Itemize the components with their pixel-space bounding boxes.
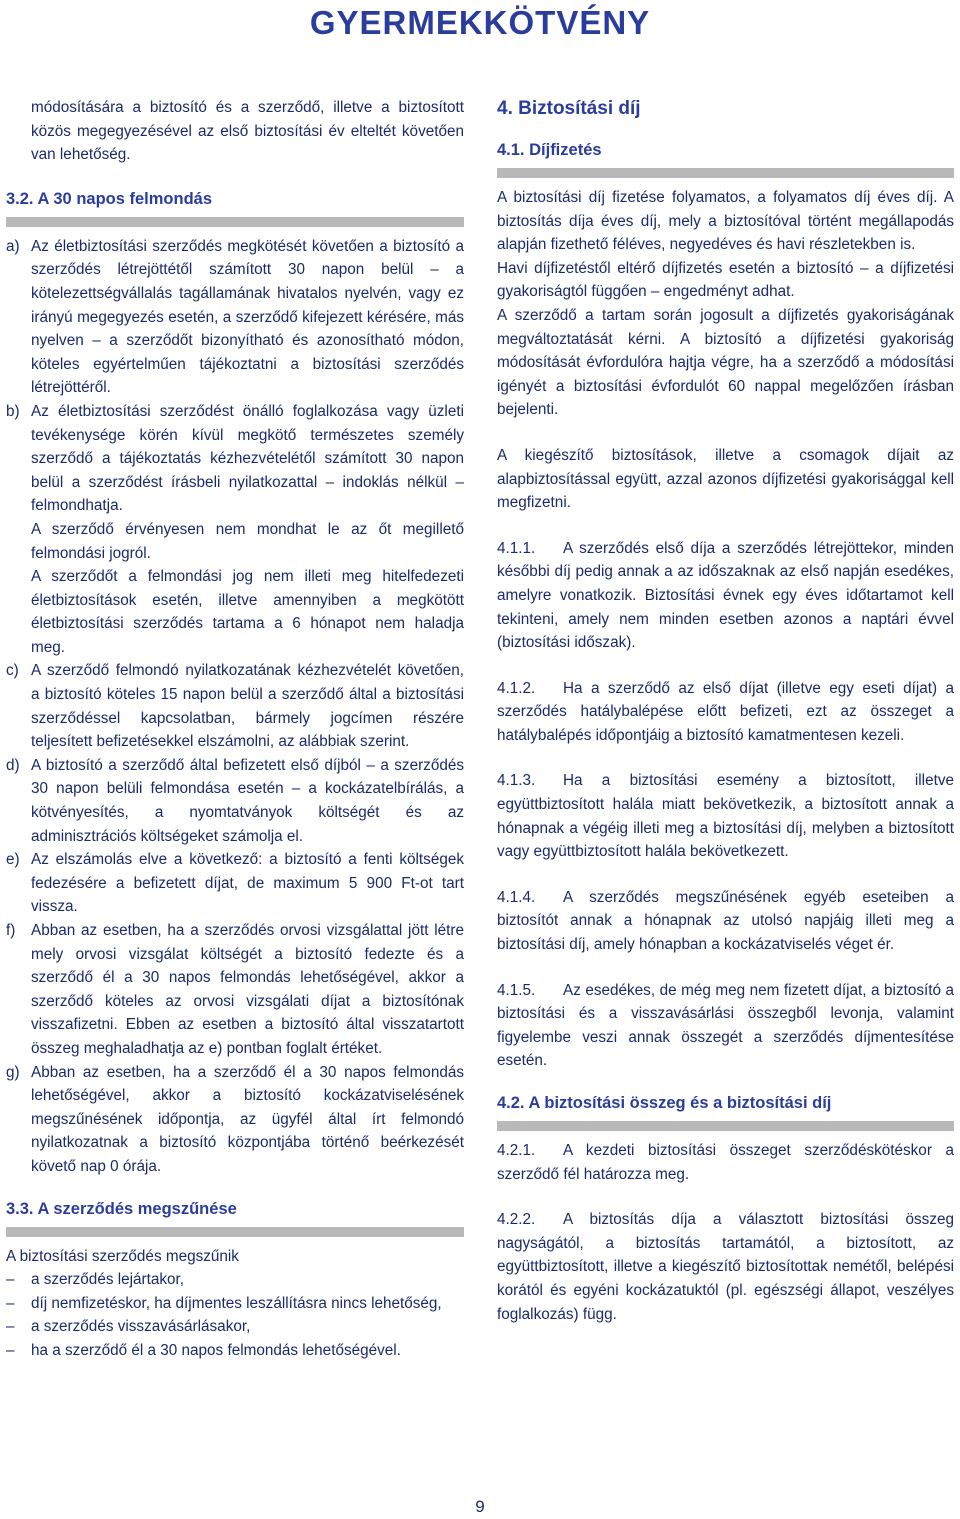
list-item-text — [31, 1339, 464, 1363]
paragraph-number: 4.1.4. — [497, 888, 536, 906]
list-item-paragraph: ha a szerződő él a 30 napos felmondás lehetőségével. — [31, 1341, 401, 1359]
numbered-paragraph — [497, 886, 954, 957]
item-text — [31, 848, 464, 919]
item-text — [31, 659, 464, 753]
item-paragraph: Az elszámolás elve a következő: a biztosító a fenti költségek fedezésére a befizetett díjat, de maximum 5 900 Ft-ot tart vissza. — [31, 851, 464, 916]
item-paragraph: A szerződő felmondó nyilatkozatának kézhezvételét követően, a biztosító köteles 15 napon belül a szerződő által a biztosítási szerződéssel kapcsolatban, bármely jogcímen részére teljesített befizetésekkel elszámolni, az alábbiak szerint. — [31, 662, 464, 751]
item-letter: g) — [6, 1063, 20, 1081]
item-paragraph: Az életbiztosítási szerződést önálló foglalkozása vagy üzleti tevékenysége körén kívül megkötő természetes személy szerződő a tájékoztatás kézhezvételétől számított 30 napon belül a szerződést írásbeli nyilatkozattal – indoklás nélkül – felmondhatja. — [31, 402, 464, 515]
item-text — [31, 1061, 464, 1179]
paragraph-text: A szerződés első díja a szerződés létrejöttekor, minden későbbi díj pedig annak a az időszaknak az első napján esedékes, amelyre vonatkozik. Biztosítási évnek egy éves időtartamot kell tekinteni, amely nem minden esetben azonos a naptári évvel (biztosítási időszak). — [497, 539, 954, 652]
dash-bullet: – — [6, 1318, 15, 1336]
section-4-2-title: 4.2. A biztosítási összeg és a biztosítási díj — [497, 1094, 832, 1112]
paragraph-number: 4.2.2. — [497, 1211, 536, 1229]
section-4-1-title: 4.1. Díjfizetés — [497, 141, 602, 159]
paragraph-text: Ha a biztosítási esemény a biztosított, illetve együttbiztosított halála miatt bekövetkezik, a biztosított annak a hónapnak a végéig illeti meg a biztosítási díj, melyben a biztosított vagy együttbiztosított halála bekövetkezett. — [497, 772, 954, 861]
section-divider — [6, 217, 464, 227]
paragraph-number: 4.1.5. — [497, 981, 536, 999]
item-letter: d) — [6, 756, 20, 774]
section-4-2-numbered — [497, 1139, 954, 1326]
item-text — [31, 919, 464, 1061]
paragraph-text: A szerződés megszűnésének egyéb eseteiben a biztosítót annak a hónapnak az utolsó napjáig illeti meg a biztosítási díj, amely hónapban a kockázatviselés véget ér. — [497, 888, 954, 954]
lettered-item — [6, 1061, 464, 1179]
item-letter: b) — [6, 402, 20, 420]
page-number: 9 — [475, 1497, 485, 1516]
section-divider — [497, 1121, 954, 1131]
section-divider — [497, 168, 954, 178]
lettered-item — [6, 919, 464, 1061]
section-4-1-paragraphs — [497, 186, 954, 422]
item-letter: a) — [6, 237, 20, 255]
list-item — [6, 1268, 464, 1292]
paragraph-number: 4.1.2. — [497, 679, 536, 697]
item-text — [31, 400, 464, 660]
numbered-paragraph — [497, 677, 954, 748]
dash-bullet: – — [6, 1271, 15, 1289]
list-item — [6, 1339, 464, 1363]
list-item — [6, 1292, 464, 1316]
item-letter: c) — [6, 662, 19, 680]
list-item-text — [31, 1315, 464, 1339]
paragraph-text: Ha a szerződő az első díjat (illetve egy eseti díjat) a szerződés hatálybalépése előtt befizeti, ezt az összeget a hatálybalépés időpontjáig a biztosító kamatmentesen kezeli. — [497, 679, 954, 744]
item-paragraph: Az életbiztosítási szerződés megkötését követően a biztosító a szerződés létrejöttétől számított 30 napon belül – a kötelezettségvállalás tagállamának hivatalos nyelvén, vagy ez irányú megegyezés esetén, a szerződő kifejezett kérésére, más nyelven – a szerződőt bizonyítható és azonosítható módon, köteles egyértelműen tájékoztatni a biztosítási szerződés létrejöttéről. — [31, 237, 464, 397]
numbered-paragraph — [497, 1208, 954, 1326]
numbered-paragraph — [497, 1139, 954, 1186]
list-item — [6, 1315, 464, 1339]
item-paragraph: A szerződőt a felmondási jog nem illeti meg hitelfedezeti életbiztosítások esetén, illetve amennyiben a megkötött életbiztosítási szerződés tartama a 6 hónapot nem haladja meg. — [31, 568, 464, 656]
numbered-paragraph — [497, 537, 954, 655]
dash-bullet: – — [6, 1294, 15, 1312]
list-item-paragraph: a szerződés lejártakor, — [31, 1271, 185, 1289]
list-item-paragraph: díj nemfizetéskor, ha díjmentes leszállításra nincs lehetőség, — [31, 1294, 442, 1312]
paragraph-text: Az esedékes, de még meg nem fizetett díjat, a biztosító a biztosítási és a visszavásárlási összegből levonja, valamint figyelembe veszi annak összegét a szerződés díjmentesítése esetén. — [497, 981, 954, 1070]
lettered-item — [6, 754, 464, 848]
section-3-3-title: 3.3. A szerződés megszűnése — [6, 1199, 237, 1218]
numbered-paragraph — [497, 769, 954, 863]
lettered-item — [6, 235, 464, 400]
section-divider — [6, 1227, 464, 1237]
lettered-item — [6, 400, 464, 660]
list-item-text — [31, 1292, 464, 1316]
paragraph-text: A biztosítás díja a választott biztosítási összeg nagyságától, a biztosítás tartamától, a biztosított, az együttbiztosított, illetve a kiegészítő biztosítottak nemétől, belépési korától és egyéni kockázatuktól (pl. egészségi állapot, veszélyes foglalkozás) függ. — [497, 1211, 954, 1323]
paragraph-number: 4.1.1. — [497, 539, 536, 557]
section-4-1-extra: A kiegészítő biztosítások, illetve a csomagok díjait az alapbiztosítással együtt, azzal azonos díjfizetési gyakorisággal kell megfizetni. — [497, 446, 954, 512]
premium-paragraph: A szerződő a tartam során jogosult a díjfizetés gyakoriságának megváltoztatását kérni. A biztosító a díjfizetési gyakoriság módosítását évfordulóra hajtja végre, ha a szerződő a módosítási igényét a biztosítási évfordulót 60 nappal megelőzően írásban bejelenti. — [497, 306, 954, 419]
item-paragraph: A biztosító a szerződő által befizetett első díjból – a szerződés 30 napon belüli felmondása esetén – a kockázatelbírálás, a kötvényesítés, a nyomtatványok költségét és az adminisztrációs költségeket számolja el. — [31, 756, 464, 845]
section-3-3-lead: A biztosítási szerződés megszűnik — [6, 1247, 239, 1265]
item-text — [31, 754, 464, 848]
termination-list — [6, 1268, 464, 1362]
item-paragraph: Abban az esetben, ha a szerződés orvosi vizsgálattal jött létre mely orvosi vizsgálat költségét a biztosító fedezte és a szerződő él a 30 napos felmondás lehetőségével, akkor a szerződő köteles az orvosi vizsgálati díjat a biztosítónak visszafizetni. Ebben az esetben a biztosító által visszatartott összeg meghaladhatja az e) pontban foglalt értéket. — [31, 922, 464, 1057]
section-3-2-items — [6, 235, 464, 1179]
premium-paragraph: Havi díjfizetéstől eltérő díjfizetés esetén a biztosító – a díjfizetési gyakoriságtól függően – engedményt adhat. — [497, 259, 954, 301]
lettered-item — [6, 659, 464, 753]
document-title: GYERMEKKÖTVÉNY — [309, 4, 651, 41]
item-letter: e) — [6, 851, 20, 869]
item-text — [31, 235, 464, 400]
premium-paragraph: A biztosítási díj fizetése folyamatos, a folyamatos díj éves díj. A biztosítás díja éves díj, mely a biztosítóval történt megállapodás alapján fizethető féléves, negyedéves és havi részletekben is. — [497, 189, 954, 254]
right-column — [497, 96, 954, 1326]
item-paragraph: Abban az esetben, ha a szerződő él a 30 napos felmondás lehetőségével, akkor a biztosító kockázatviselésének megszűnésének időpontja, az ügyfél által írt felmondó nyilatkozatnak a biztosító központjába történő beérkezését követő nap 0 órája. — [31, 1063, 464, 1175]
item-paragraph: A szerződő érvényesen nem mondhat le az őt megillető felmondási jogról. — [31, 520, 464, 562]
list-item-paragraph: a szerződés visszavásárlásakor, — [31, 1318, 251, 1336]
left-column — [6, 96, 464, 1363]
paragraph-number: 4.1.3. — [497, 772, 536, 790]
lettered-item — [6, 848, 464, 919]
section-4-title: 4. Biztosítási díj — [497, 98, 641, 119]
intro-paragraph: módosítására a biztosító és a szerződő, illetve a biztosított közös megegyezésével az első biztosítási év elteltét követően van lehetőség. — [31, 99, 464, 164]
paragraph-text: A kezdeti biztosítási összeget szerződéskötéskor a szerződő fél határozza meg. — [497, 1142, 954, 1183]
list-item-text — [31, 1268, 464, 1292]
section-3-2-title: 3.2. A 30 napos felmondás — [6, 189, 213, 208]
dash-bullet: – — [6, 1341, 15, 1359]
section-4-1-numbered — [497, 537, 954, 1073]
item-letter: f) — [6, 922, 16, 939]
paragraph-number: 4.2.1. — [497, 1142, 536, 1159]
numbered-paragraph — [497, 979, 954, 1073]
